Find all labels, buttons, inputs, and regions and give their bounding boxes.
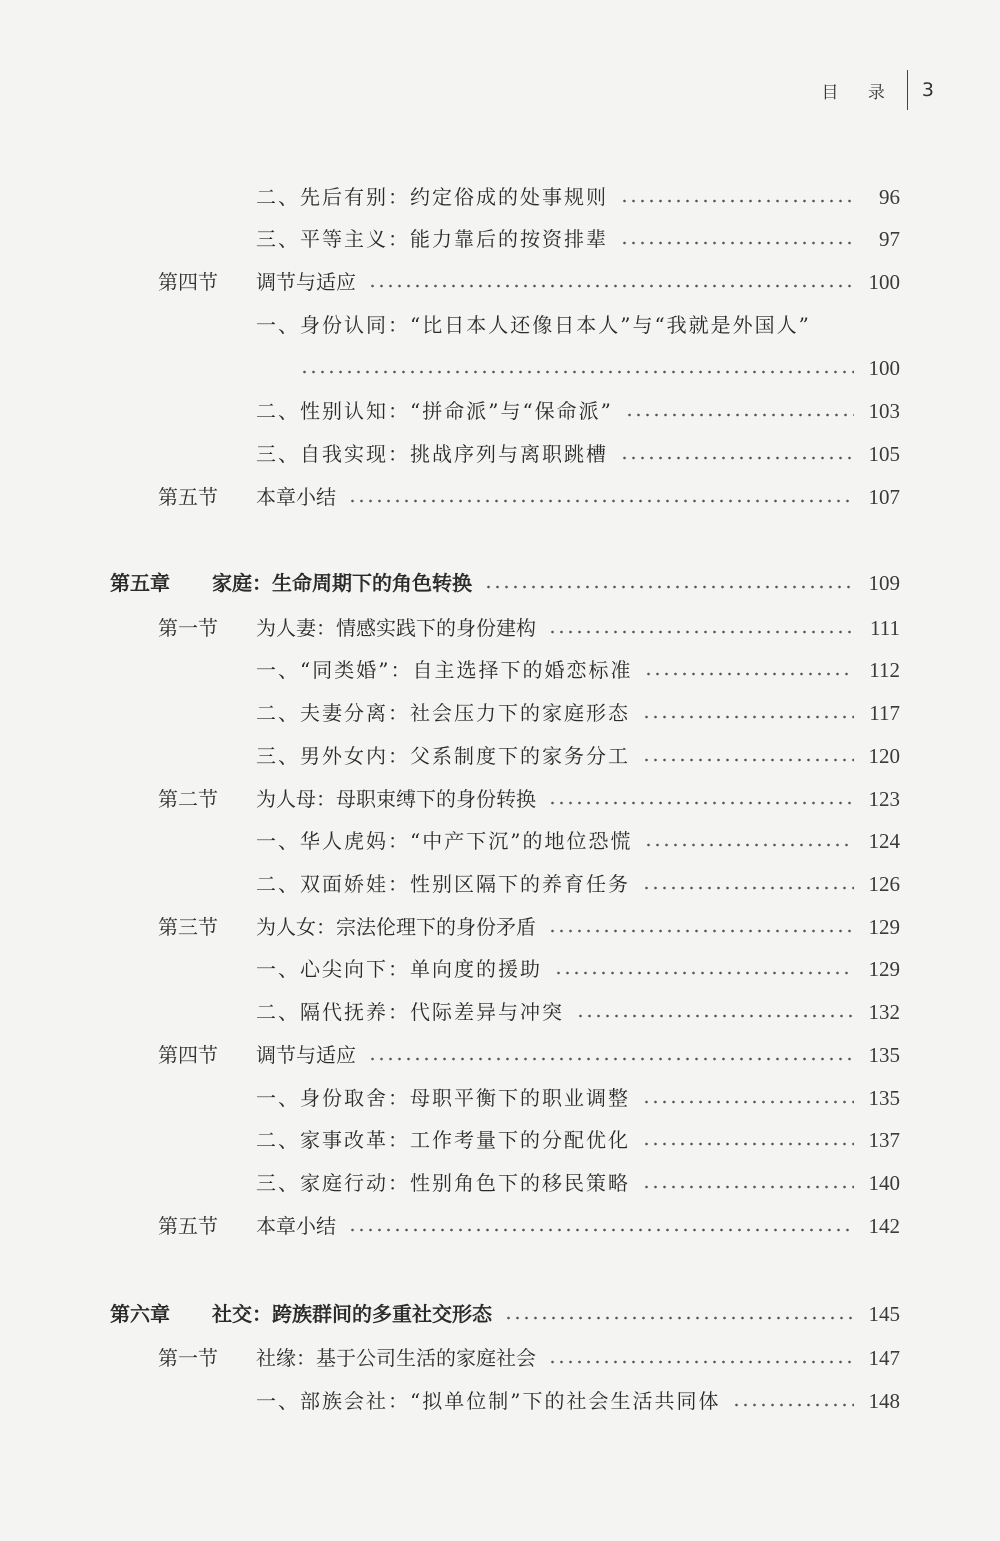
toc-entry <box>0 180 1000 214</box>
dot-leader <box>548 611 854 645</box>
dot-leader <box>732 1384 854 1418</box>
dot-leader <box>620 437 854 471</box>
header-divider <box>907 70 908 110</box>
toc-entry <box>0 1384 1000 1418</box>
subsection-title: 二、先后有别：约定俗成的处事规则 <box>256 185 608 209</box>
page-number: 105 <box>868 442 900 466</box>
section-number: 第一节 <box>158 1346 218 1370</box>
dot-leader <box>620 180 854 214</box>
page-number: 103 <box>868 399 900 423</box>
section-title: 为人妻：情感实践下的身份建构 <box>256 616 536 640</box>
section-number: 第二节 <box>158 787 218 811</box>
dot-leader <box>548 1341 854 1375</box>
subsection-title: 三、平等主义：能力靠后的按资排辈 <box>256 227 608 251</box>
chapter-number: 第五章 <box>110 571 170 595</box>
dot-leader <box>642 739 854 773</box>
section-number: 第五节 <box>158 485 218 509</box>
section-title: 调节与适应 <box>256 270 356 294</box>
dot-leader <box>484 566 854 600</box>
toc-entry <box>0 1123 1000 1157</box>
dot-leader <box>368 1038 854 1072</box>
dot-leader <box>642 696 854 730</box>
header-page-number: 3 <box>921 79 934 101</box>
toc-entry <box>0 222 1000 256</box>
dot-leader <box>348 480 854 514</box>
page-number: 117 <box>869 701 900 725</box>
page-number: 137 <box>868 1128 900 1152</box>
toc-entry <box>0 653 1000 687</box>
dot-leader <box>625 394 854 428</box>
page-number: 96 <box>879 185 900 209</box>
subsection-title: 一、华人虎妈：“中产下沉”的地位恐慌 <box>256 829 633 853</box>
section-number: 第四节 <box>158 270 218 294</box>
subsection-title: 二、隔代抚养：代际差异与冲突 <box>256 1000 564 1024</box>
page-number: 135 <box>868 1086 900 1110</box>
page-number: 100 <box>868 270 900 294</box>
dot-leader <box>642 1081 854 1115</box>
toc-entry <box>0 394 1000 428</box>
chapter-number: 第六章 <box>110 1302 170 1326</box>
section-number: 第一节 <box>158 616 218 640</box>
subsection-title: 三、男外女内：父系制度下的家务分工 <box>256 744 630 768</box>
section-title: 为人女：宗法伦理下的身份矛盾 <box>256 915 536 939</box>
subsection-title: 二、性别认知：“拼命派”与“保命派” <box>256 399 613 423</box>
page-number: 135 <box>868 1043 900 1067</box>
toc-entry <box>0 1209 1000 1243</box>
subsection-title: 一、身份认同：“比日本人还像日本人”与“我就是外国人” <box>256 313 811 337</box>
section-number: 第四节 <box>158 1043 218 1067</box>
toc-entry <box>0 739 1000 773</box>
chapter-title: 社交：跨族群间的多重社交形态 <box>212 1302 492 1326</box>
toc-entry <box>0 995 1000 1029</box>
page-number: 109 <box>868 571 900 595</box>
page-number: 120 <box>868 744 900 768</box>
toc-entry <box>0 782 1000 816</box>
toc-entry <box>0 566 1000 600</box>
page-number: 107 <box>868 485 900 509</box>
toc-entry <box>0 867 1000 901</box>
section-title: 社缘：基于公司生活的家庭社会 <box>256 1346 536 1370</box>
page-number: 124 <box>868 829 900 853</box>
toc-entry <box>0 1297 1000 1331</box>
toc-entry <box>0 696 1000 730</box>
toc-entry <box>0 480 1000 514</box>
toc-entry <box>0 1081 1000 1115</box>
toc-entry <box>0 611 1000 645</box>
dot-leader <box>554 952 854 986</box>
dot-leader <box>642 1166 854 1200</box>
dot-leader <box>644 824 854 858</box>
toc-entry <box>0 1038 1000 1072</box>
dot-leader <box>504 1297 854 1331</box>
page-number: 142 <box>868 1214 900 1238</box>
toc-entry <box>0 1166 1000 1200</box>
section-number: 第三节 <box>158 915 218 939</box>
page-number: 129 <box>868 915 900 939</box>
page-number: 123 <box>868 787 900 811</box>
running-header <box>822 70 935 110</box>
dot-leader <box>548 782 854 816</box>
section-number: 第五节 <box>158 1214 218 1238</box>
header-title: 目 录 <box>821 82 897 103</box>
section-title: 为人母：母职束缚下的身份转换 <box>256 787 536 811</box>
subsection-title: 一、部族会社：“拟单位制”下的社会生活共同体 <box>256 1389 721 1413</box>
dot-leader <box>576 995 854 1029</box>
subsection-title: 一、心尖向下：单向度的援助 <box>256 957 542 981</box>
page-number: 126 <box>868 872 900 896</box>
page-number: 145 <box>868 1302 900 1326</box>
subsection-title: 三、家庭行动：性别角色下的移民策略 <box>256 1171 630 1195</box>
toc-entry <box>0 952 1000 986</box>
dot-leader <box>642 1123 854 1157</box>
dot-leader <box>368 265 854 299</box>
toc-entry <box>0 351 1000 385</box>
page-number: 111 <box>870 616 900 640</box>
subsection-title: 三、自我实现：挑战序列与离职跳槽 <box>256 442 608 466</box>
dot-leader <box>620 222 854 256</box>
page-number: 97 <box>879 227 900 251</box>
subsection-title: 一、身份取舍：母职平衡下的职业调整 <box>256 1086 630 1110</box>
section-title: 调节与适应 <box>256 1043 356 1067</box>
page-number: 147 <box>868 1346 900 1370</box>
page-number: 100 <box>868 356 900 380</box>
section-title: 本章小结 <box>256 1214 336 1238</box>
subsection-title: 二、家事改革：工作考量下的分配优化 <box>256 1128 630 1152</box>
dot-leader <box>300 351 854 385</box>
toc-entry <box>0 824 1000 858</box>
page-number: 140 <box>868 1171 900 1195</box>
toc-entry <box>0 437 1000 471</box>
dot-leader <box>348 1209 854 1243</box>
page-number: 132 <box>868 1000 900 1024</box>
toc-entry <box>0 910 1000 944</box>
toc-entry <box>0 265 1000 299</box>
dot-leader <box>548 910 854 944</box>
subsection-title: 一、“同类婚”：自主选择下的婚恋标准 <box>256 658 633 682</box>
dot-leader <box>644 653 854 687</box>
dot-leader <box>642 867 854 901</box>
page-number: 148 <box>868 1389 900 1413</box>
toc-entry <box>0 308 1000 342</box>
toc-entry <box>0 1341 1000 1375</box>
section-title: 本章小结 <box>256 485 336 509</box>
page-number: 129 <box>868 957 900 981</box>
chapter-title: 家庭：生命周期下的角色转换 <box>212 571 472 595</box>
page-number: 112 <box>869 658 900 682</box>
subsection-title: 二、夫妻分离：社会压力下的家庭形态 <box>256 701 630 725</box>
subsection-title: 二、双面娇娃：性别区隔下的养育任务 <box>256 872 630 896</box>
